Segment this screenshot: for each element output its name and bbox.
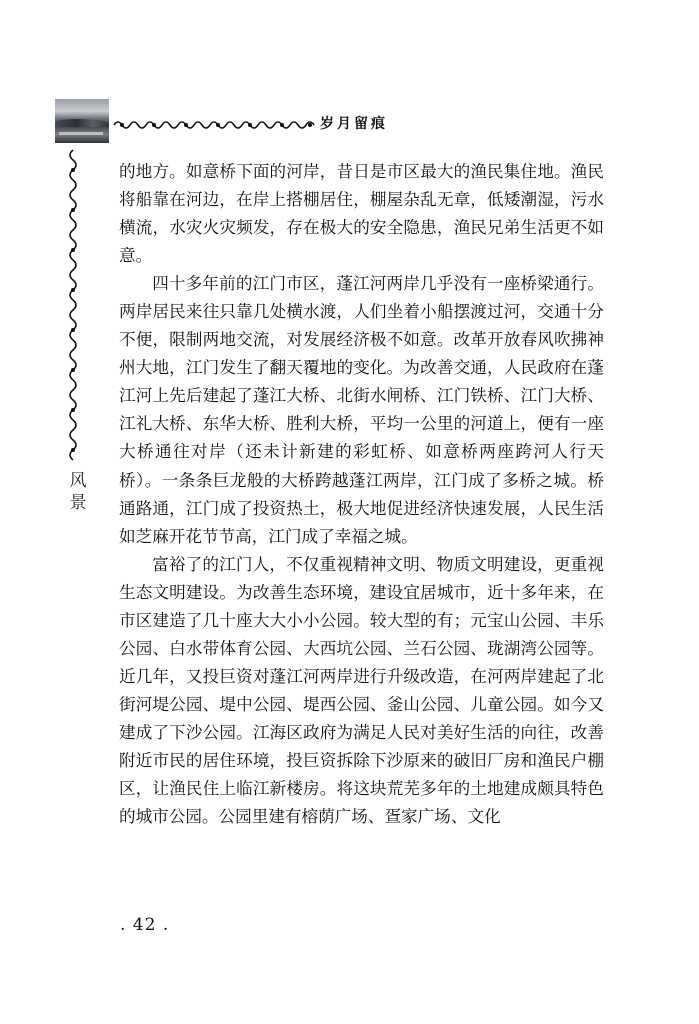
paragraph: 富裕了的江门人，不仅重视精神文明、物质文明建设，更重视生态文明建设。为改善生态环境，建设宜居城市，近十多年来，在市区建造了几十座大大小小公园。较大型的有；元宝山公园、丰乐公园、白水带体育公园、大西坑公园、兰石公园、珑湖湾公园等。近几年，又投巨资对蓬江河两岸进行升级改造，在河两岸建起了北街河堤公园、堤中公园、堤西公园、釜山公园、儿童公园。如今又建成了下沙公园。江海区政府为满足人民对美好生活的向往，改善附近市民的居住环境，投巨资拆除下沙原来的破旧厂房和渔民户棚区，让渔民住上临江新楼房。将这块荒芜多年的土地建成颇具特色的城市公园。公园里建有榕荫广场、疍家广场、文化 <box>119 554 604 827</box>
section-title: 岁月留痕 <box>320 116 388 132</box>
side-label-char: 风 <box>69 471 87 491</box>
side-ornament-border <box>64 148 82 468</box>
side-label-char: 景 <box>69 493 87 513</box>
page-number: . 42 . <box>120 915 170 935</box>
paragraph: 的地方。如意桥下面的河岸，昔日是市区最大的渔民集住地。渔民将船靠在河边，在岸上搭棚居住，棚屋杂乱无章，低矮潮湿，污水横流，水灾火灾频发，存在极大的安全隐患，渔民兄弟生活更不如意。 <box>119 162 604 266</box>
header-ornament-border <box>112 118 318 132</box>
body-text <box>119 158 604 831</box>
side-section-label <box>67 470 89 514</box>
paragraph: 四十多年前的江门市区，蓬江河两岸几乎没有一座桥梁通行。两岸居民来往只靠几处横水渡，人们坐着小船摆渡过河，交通十分不便，限制两地交流，对发展经济极不如意。改革开放春风吹拂神州大地，江门发生了翻天覆地的变化。为改善交通，人民政府在蓬江河上先后建起了蓬江大桥、北街水闸桥、江门铁桥、江门大桥、江礼大桥、东华大桥、胜利大桥，平均一公里的河道上，便有一座大桥通往对岸（还未计新建的彩虹桥、如意桥两座跨河人行天桥）。一条条巨龙般的大桥跨越蓬江两岸，江门成了多桥之城。桥通路通，江门成了投资热土，极大地促进经济快速发展，人民生活如芝麻开花节节高，江门成了幸福之城。 <box>119 274 604 546</box>
header-landscape-photo <box>55 99 109 143</box>
